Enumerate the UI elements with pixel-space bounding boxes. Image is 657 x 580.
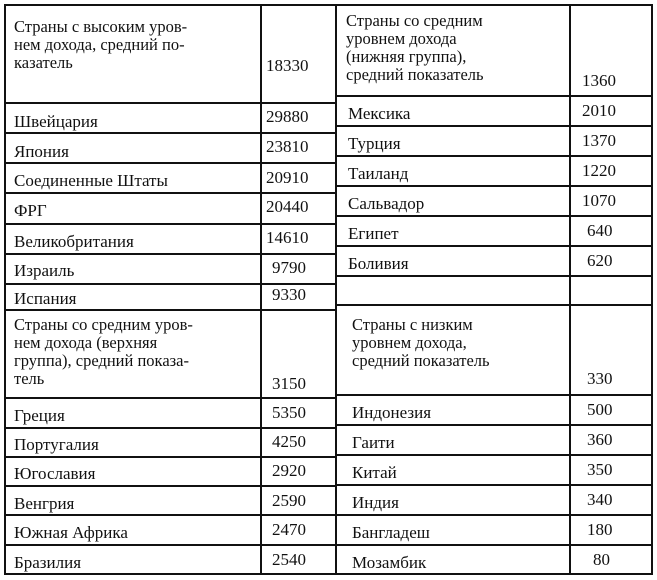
rule-right [335,304,653,306]
rule-left [4,485,337,487]
rule-left [4,253,337,255]
middle-upper-average: 3150 [272,374,306,393]
rule-right [335,454,653,456]
value-cell: 2540 [272,550,306,569]
rule-right [335,245,653,247]
rule-right [335,544,653,546]
country-cell: Турция [348,134,401,153]
value-cell: 20910 [266,168,309,187]
rule-left [4,162,337,164]
country-cell: Югославия [14,464,96,483]
country-cell: Бразилия [14,553,82,572]
value-cell: 500 [587,400,613,419]
middle-lower-header: Страны со средним уровнем дохода (нижняя группа), средний показатель [346,11,484,84]
rule-left [4,514,337,516]
rule-right [335,155,653,157]
value-cell: 340 [587,490,613,509]
table-border-top [4,4,653,6]
value-cell: 360 [587,430,613,449]
value-cell: 80 [593,550,610,569]
country-cell: Венгрия [14,494,75,513]
value-cell: 2470 [272,520,306,539]
country-cell: Сальвадор [348,194,425,213]
country-cell: Боливия [348,254,409,273]
value-cell: 180 [587,520,613,539]
value-cell: 2920 [272,461,306,480]
country-cell: Япония [14,142,69,161]
rule-left [4,456,337,458]
rule-right [335,514,653,516]
value-cell: 2010 [582,101,616,120]
divider-left-value [260,4,262,575]
value-cell: 5350 [272,403,306,422]
divider-center [335,4,337,575]
income-table [4,4,653,575]
country-cell: Гаити [352,433,395,452]
rule-right [335,215,653,217]
country-cell: Индия [352,493,399,512]
rule-left [4,192,337,194]
table-border-left [4,4,6,575]
country-cell: Южная Африка [14,523,128,542]
value-cell: 620 [587,251,613,270]
value-cell: 640 [587,221,613,240]
value-cell: 4250 [272,432,306,451]
country-cell: Португалия [14,435,99,454]
rule-left [4,397,337,399]
rule-right [335,394,653,396]
value-cell: 1070 [582,191,616,210]
value-cell: 1370 [582,131,616,150]
low-income-header: Страны с низким уровнем дохода, средний показатель [352,315,490,370]
rule-left [4,427,337,429]
rule-left [4,544,337,546]
country-cell: Мозамбик [352,553,427,572]
rule-left [4,102,337,104]
country-cell: Египет [348,224,399,243]
middle-lower-average: 1360 [582,71,616,90]
country-cell: Индонезия [352,403,432,422]
country-cell: ФРГ [14,201,47,220]
value-cell: 29880 [266,107,309,126]
high-income-average: 18330 [266,56,309,75]
divider-right-value [569,4,571,575]
country-cell: Бангладеш [352,523,430,542]
rule-right [335,185,653,187]
value-cell: 14610 [266,228,309,247]
country-cell: Греция [14,406,65,425]
value-cell: 1220 [582,161,616,180]
value-cell: 23810 [266,137,309,156]
middle-upper-header: Страны со средним уров- нем дохода (верхняя группа), средний показа- тель [14,315,193,388]
value-cell: 350 [587,460,613,479]
country-cell: Израиль [14,261,75,280]
country-cell: Швейцария [14,112,98,131]
rule-left [4,132,337,134]
table-border-bottom [4,573,653,575]
value-cell: 9330 [272,285,306,304]
country-cell: Соединенные Штаты [14,171,168,190]
rule-right [335,95,653,97]
country-cell: Таиланд [348,164,409,183]
value-cell: 9790 [272,258,306,277]
rule-left [4,223,337,225]
country-cell: Мексика [348,104,411,123]
value-cell: 2590 [272,491,306,510]
rule-right [335,125,653,127]
table-border-right [651,4,653,575]
rule-right [335,275,653,277]
country-cell: Испания [14,289,77,308]
rule-right [335,484,653,486]
rule-right [335,424,653,426]
country-cell: Великобритания [14,232,134,251]
rule-left [4,309,337,311]
value-cell: 20440 [266,197,309,216]
low-income-average: 330 [587,369,613,388]
high-income-header: Страны с высоким уров- нем дохода, средний по- казатель [14,17,188,72]
country-cell: Китай [352,463,397,482]
